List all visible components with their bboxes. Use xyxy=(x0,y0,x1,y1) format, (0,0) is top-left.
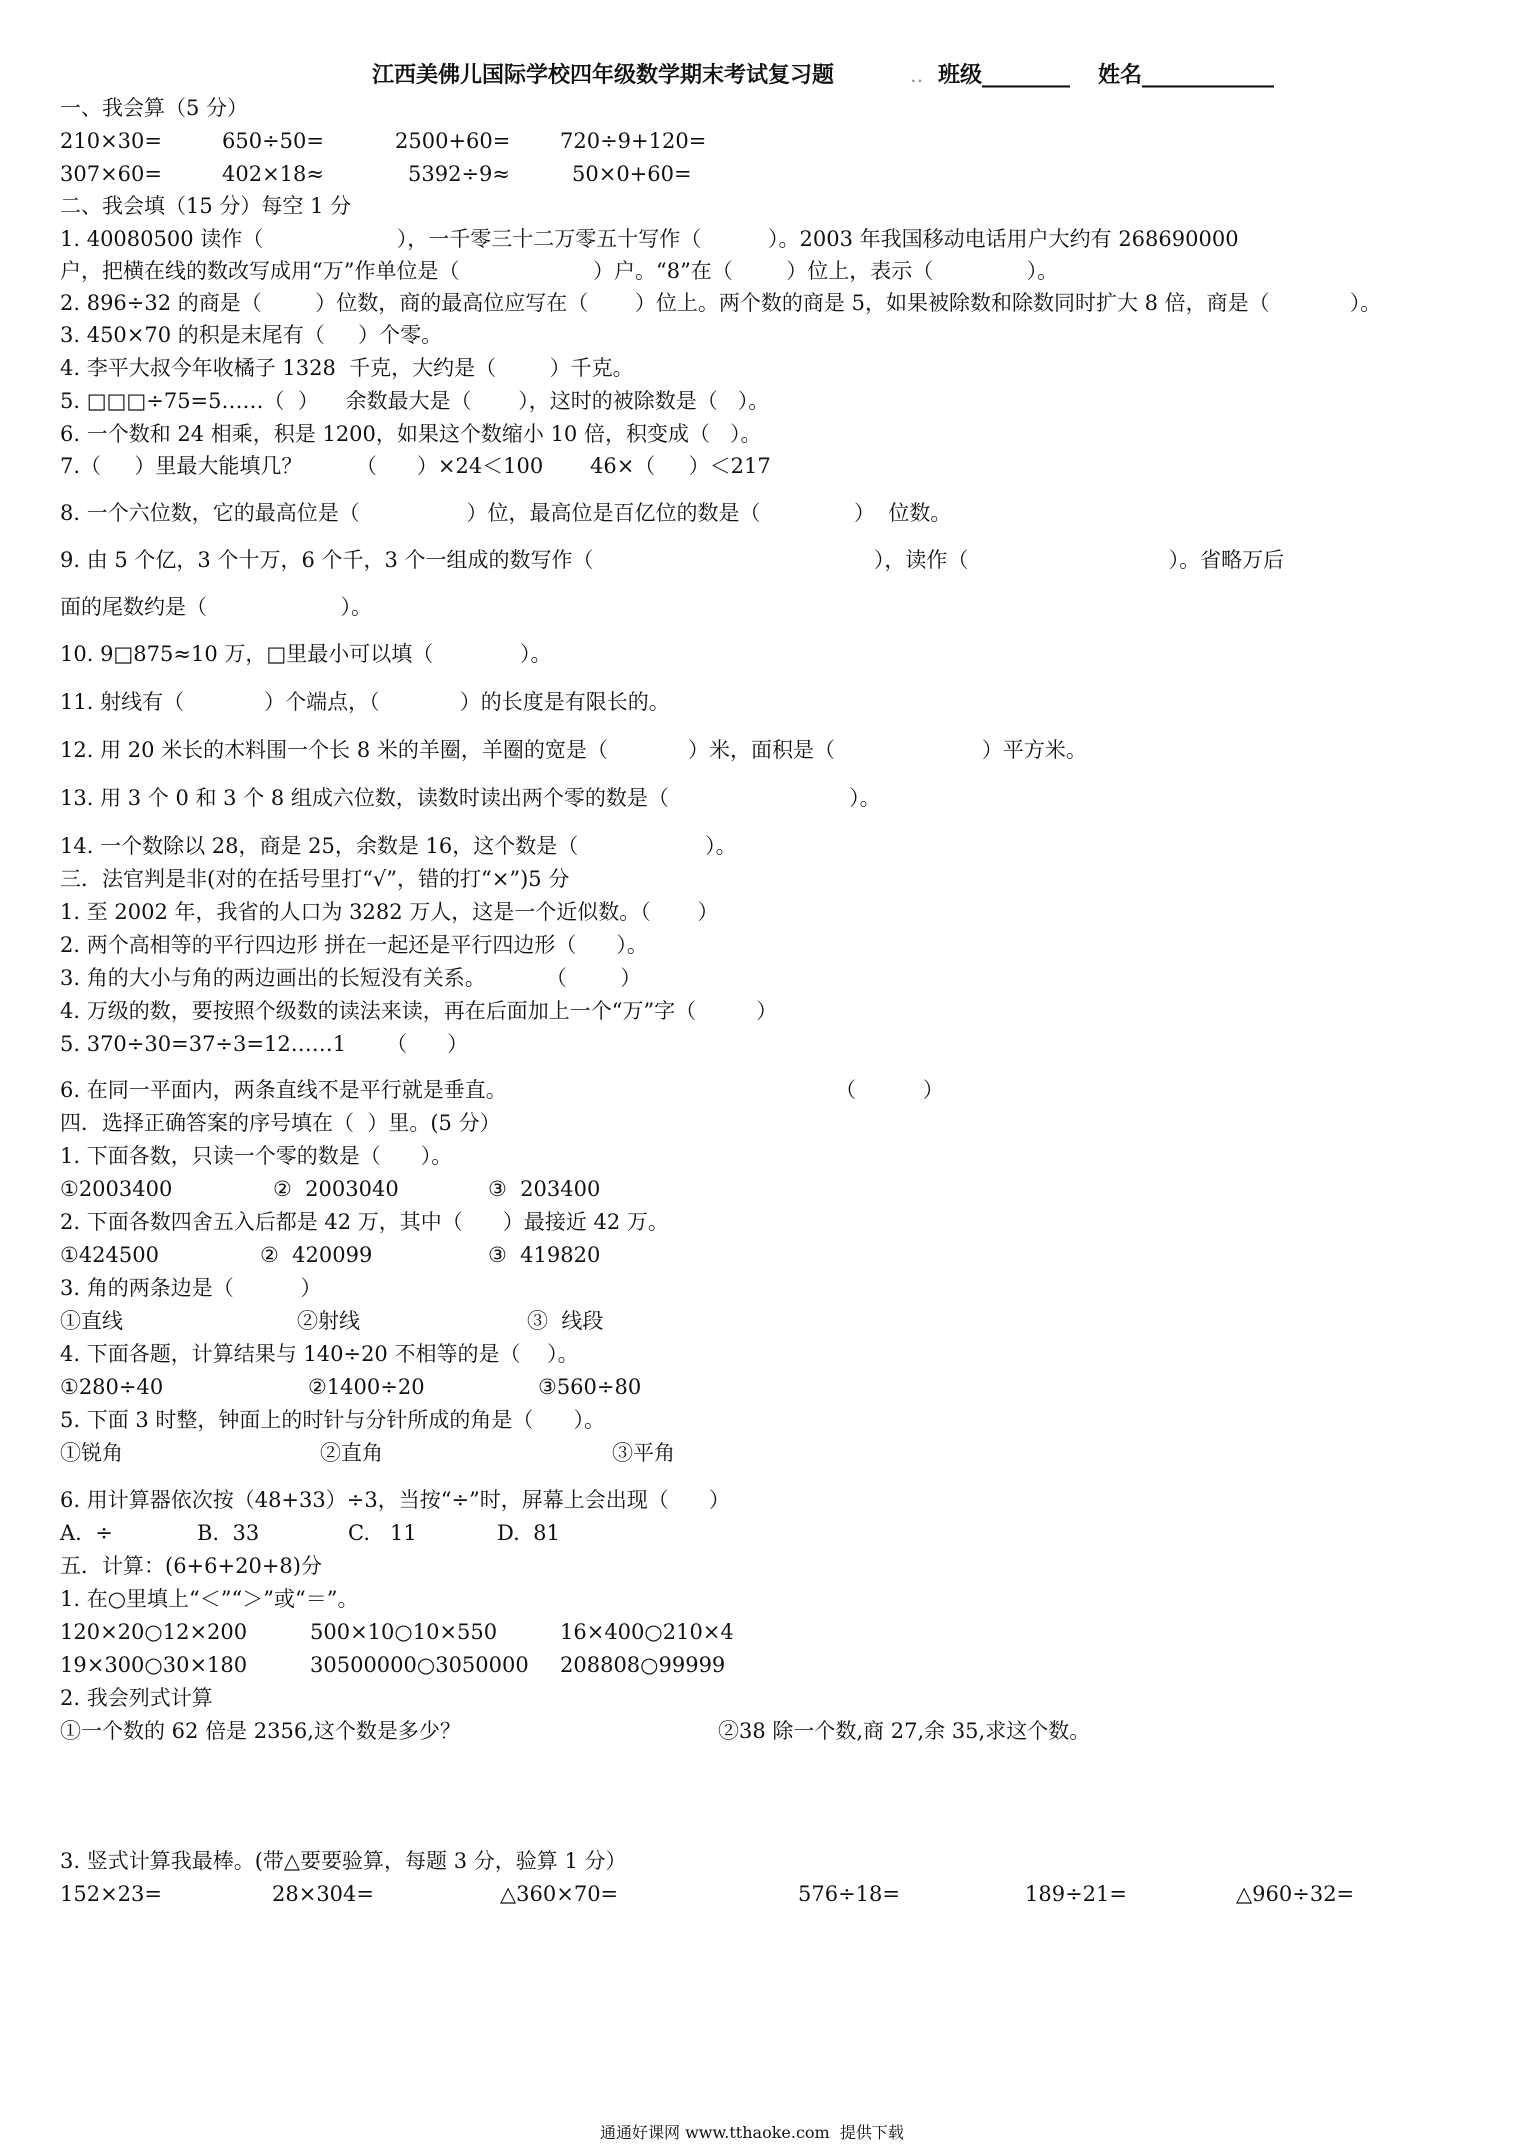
vertical-calc-item: △360×70= xyxy=(500,1882,619,1906)
question-text: 9. 由 5 个亿，3 个十万，6 个千，3 个一组成的数写作（ ），读作（ ）。省略万后 xyxy=(60,548,1285,572)
option: ②直角 xyxy=(320,1441,383,1465)
option: ②射线 xyxy=(297,1309,360,1333)
option: ③ 203400 xyxy=(488,1177,601,1201)
question-text: 6. 在同一平面内，两条直线不是平行就是垂直。 xyxy=(60,1078,507,1102)
question-text: 5. □□□÷75=5……（ ） 余数最大是（ ），这时的被除数是（ ）。 xyxy=(60,389,770,413)
question-text: 2. 896÷32 的商是（ ）位数，商的最高位应写在（ ）位上。两个数的商是 5，如果被除数和除数同时扩大 8 倍，商是（ ）。 xyxy=(60,291,1382,315)
question-text: 3. 竖式计算我最棒。(带△要要验算，每题 3 分，验算 1 分） xyxy=(60,1849,627,1873)
option: ②1400÷20 xyxy=(308,1375,425,1399)
option: ①锐角 xyxy=(60,1441,123,1465)
option: ③ 419820 xyxy=(488,1243,601,1267)
question-text: 12. 用 20 米长的木料围一个长 8 米的羊圈，羊圈的宽是（ ）米，面积是（ ）平方米。 xyxy=(60,738,1087,762)
word-problem: ①一个数的 62 倍是 2356,这个数是多少？ xyxy=(60,1719,461,1743)
question-text: 1. 40080500 读作（ ），一千零三十二万零五十写作（ ）。2003 年我国移动电话用户大约有 268690000 xyxy=(60,227,1239,251)
question-text: 面的尾数约是（ ）。 xyxy=(60,595,373,619)
vertical-calc-item: 28×304= xyxy=(272,1882,374,1906)
option: B. 33 xyxy=(197,1521,260,1545)
calc-item: 650÷50= xyxy=(222,129,324,153)
question-text: 2. 我会列式计算 xyxy=(60,1686,213,1710)
option: C. 11 xyxy=(348,1521,417,1545)
option: ② 420099 xyxy=(260,1243,373,1267)
question-text: 4. 李平大叔今年收橘子 1328 千克，大约是（ ）千克。 xyxy=(60,356,634,380)
compare-item: 120×20○12×200 xyxy=(60,1620,248,1644)
question-text: 6. 一个数和 24 相乘，积是 1200，如果这个数缩小 10 倍，积变成（ ）。 xyxy=(60,422,762,446)
calc-item: 402×18≈ xyxy=(222,162,324,186)
compare-item: 30500000○3050000 xyxy=(310,1653,529,1677)
option: ①2003400 xyxy=(60,1177,173,1201)
word-problem: ②38 除一个数,商 27,余 35,求这个数。 xyxy=(718,1719,1091,1743)
vertical-calc-item: 576÷18= xyxy=(798,1882,900,1906)
question-text: 14. 一个数除以 28，商是 25，余数是 16，这个数是（ ）。 xyxy=(60,834,737,858)
option: D. 81 xyxy=(497,1521,560,1545)
calc-item: 50×0+60= xyxy=(572,162,692,186)
footer-credit: 通通好课网 www.tthaoke.com 提供下载 xyxy=(600,2123,904,2142)
question-text: 2. 两个高相等的平行四边形 拼在一起还是平行四边形（ ）。 xyxy=(60,933,648,957)
question-text: 4. 下面各题，计算结果与 140÷20 不相等的是（ ）。 xyxy=(60,1342,579,1366)
question-text: 1. 下面各数，只读一个零的数是（ ）。 xyxy=(60,1144,453,1168)
section-1-heading: 一、我会算（5 分） xyxy=(60,96,249,120)
question-text: 13. 用 3 个 0 和 3 个 8 组成六位数，读数时读出两个零的数是（ ）。 xyxy=(60,786,881,810)
question-text: 10. 9□875≈10 万，□里最小可以填（ ）。 xyxy=(60,642,552,666)
option: ①直线 xyxy=(60,1309,123,1333)
option: ② 2003040 xyxy=(273,1177,399,1201)
section-5-heading: 五．计算：(6+6+20+8)分 xyxy=(60,1554,322,1578)
header-dots: .. xyxy=(910,63,924,87)
class-field: 班级________ xyxy=(938,62,1071,88)
compare-item: 16×400○210×4 xyxy=(560,1620,734,1644)
question-text: 1. 在○里填上“＜”“＞”或“＝”。 xyxy=(60,1587,359,1611)
question-text: 6. 用计算器依次按（48+33）÷3，当按“÷”时，屏幕上会出现（ ） xyxy=(60,1488,730,1512)
vertical-calc-item: 189÷21= xyxy=(1025,1882,1127,1906)
section-4-heading: 四．选择正确答案的序号填在（ ）里。(5 分） xyxy=(60,1111,501,1135)
question-text: 11. 射线有（ ）个端点，（ ）的长度是有限长的。 xyxy=(60,690,670,714)
question-text: 3. 角的两条边是（ ） xyxy=(60,1276,322,1300)
section-3-heading: 三．法官判是非(对的在括号里打“√”，错的打“×”)5 分 xyxy=(60,867,570,891)
question-text: 3. 450×70 的积是末尾有（ ）个零。 xyxy=(60,323,443,347)
calc-item: 720÷9+120= xyxy=(560,129,707,153)
compare-item: 19×300○30×180 xyxy=(60,1653,248,1677)
calc-item: 307×60= xyxy=(60,162,162,186)
question-text: 户，把横在线的数改写成用“万”作单位是（ ）户。“8”在（ ）位上，表示（ ）。 xyxy=(60,259,1059,283)
question-text: 5. 370÷30=37÷3=12……1 （ ） xyxy=(60,1032,469,1056)
option: ①280÷40 xyxy=(60,1375,164,1399)
question-text: 1. 至 2002 年，我省的人口为 3282 万人，这是一个近似数。（ ） xyxy=(60,900,719,924)
question-text: 3. 角的大小与角的两边画出的长短没有关系。 （ ） xyxy=(60,966,642,990)
name-field: 姓名____________ xyxy=(1098,62,1275,88)
compare-item: 500×10○10×550 xyxy=(310,1620,498,1644)
compare-item: 208808○99999 xyxy=(560,1653,726,1677)
option: ①424500 xyxy=(60,1243,159,1267)
page-title: 江西美佛儿国际学校四年级数学期末考试复习题 xyxy=(372,62,835,88)
question-text: 4. 万级的数，要按照个级数的读法来读，再在后面加上一个“万”字（ ） xyxy=(60,999,778,1023)
calc-item: 210×30= xyxy=(60,129,162,153)
question-text: 7.（ ）里最大能填几？ （ ）×24＜100 46×（ ）＜217 xyxy=(60,454,771,478)
vertical-calc-item: △960÷32= xyxy=(1236,1882,1355,1906)
vertical-calc-item: 152×23= xyxy=(60,1882,162,1906)
section-2-heading: 二、我会填（15 分）每空 1 分 xyxy=(60,194,352,218)
question-text: 5. 下面 3 时整，钟面上的时针与分针所成的角是（ ）。 xyxy=(60,1408,605,1432)
calc-item: 5392÷9≈ xyxy=(408,162,510,186)
question-text: 2. 下面各数四舍五入后都是 42 万，其中（ ）最接近 42 万。 xyxy=(60,1210,669,1234)
calc-item: 2500+60= xyxy=(395,129,511,153)
question-text: 8. 一个六位数，它的最高位是（ ）位，最高位是百亿位的数是（ ） 位数。 xyxy=(60,501,952,525)
option: ③560÷80 xyxy=(538,1375,642,1399)
answer-blank: （ ） xyxy=(835,1078,944,1102)
option: ③平角 xyxy=(612,1441,675,1465)
option: ③ 线段 xyxy=(527,1309,604,1333)
option: A. ÷ xyxy=(60,1521,113,1545)
